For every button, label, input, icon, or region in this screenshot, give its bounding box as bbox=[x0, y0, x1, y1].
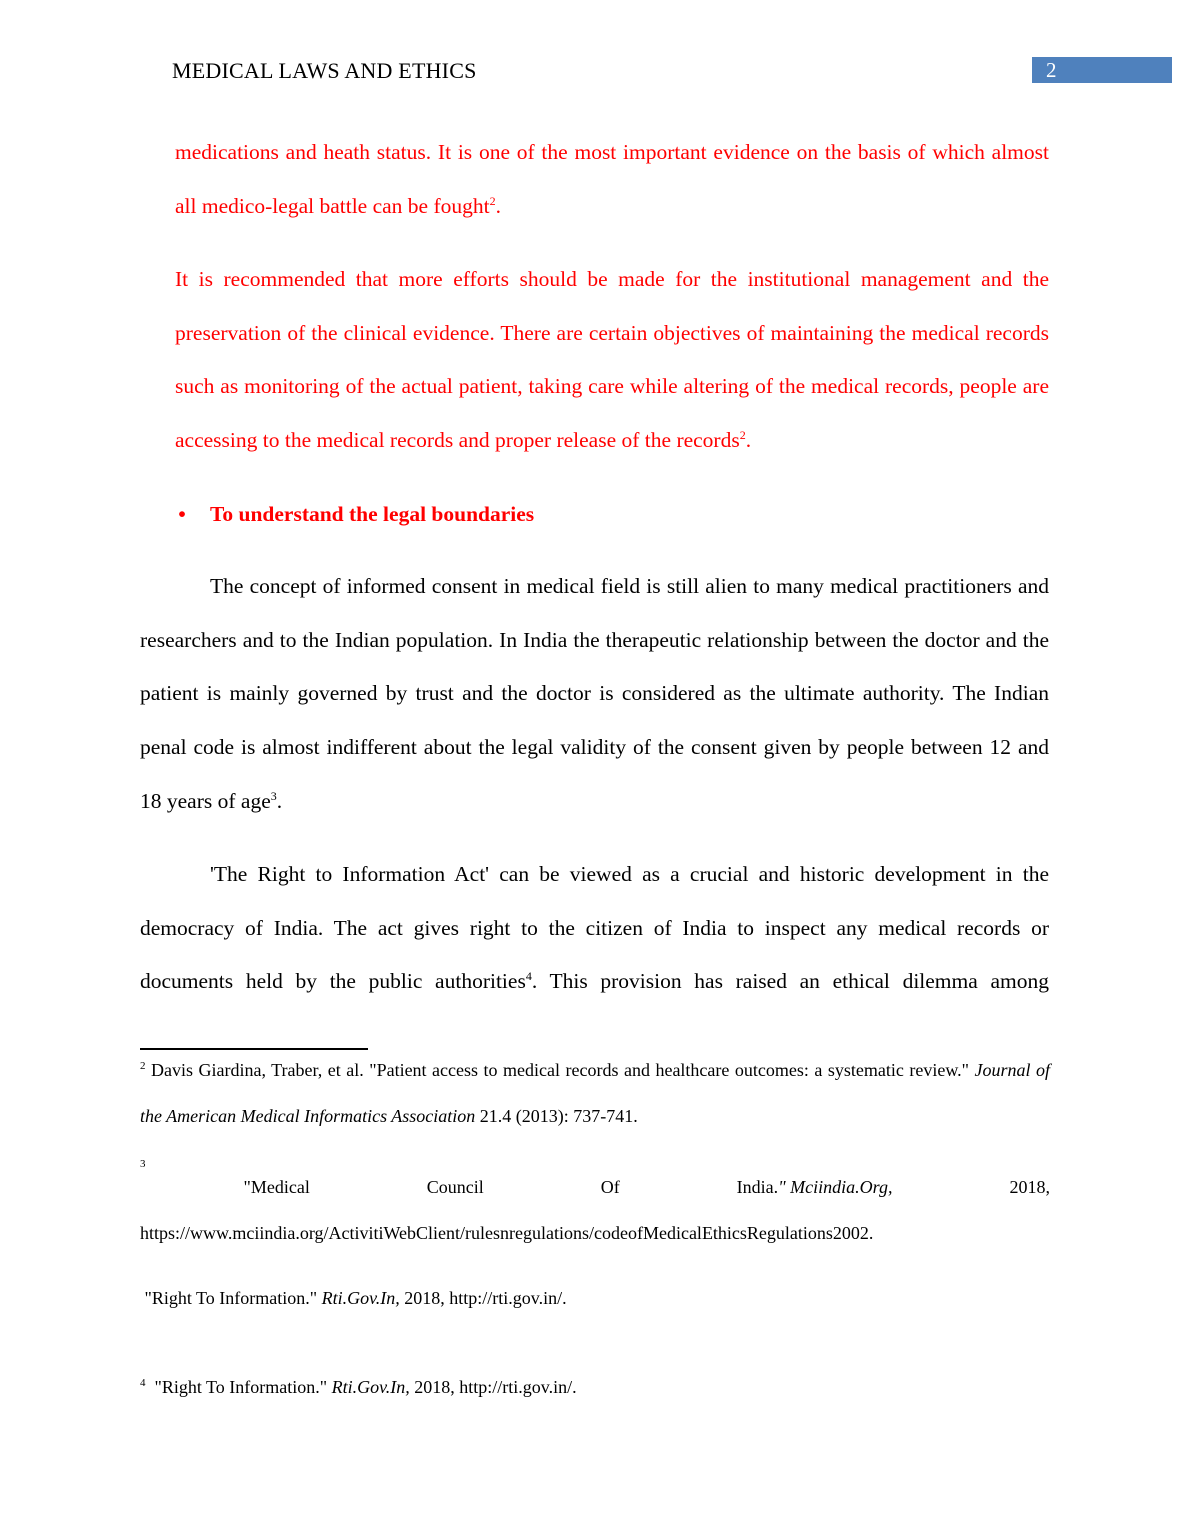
footnote-word: India. bbox=[736, 1177, 779, 1197]
citation-ref: 2 bbox=[739, 427, 746, 442]
paragraph-end: . bbox=[495, 193, 501, 218]
paragraph-text: It is recommended that more efforts should be made for the institutional management and the preservation of the clinical evidence. There are certain objectives of maintaining the medical records such as monitoring of the actual patient, taking care while altering of the medical records, people are accessing to the medical records and proper release of the records bbox=[175, 267, 1049, 453]
footnote-journal: Journal of the American Medical Informatics Association bbox=[140, 1060, 1050, 1126]
footnote-text-end: 21.4 (2013): 737-741. bbox=[475, 1106, 638, 1126]
paragraph-right-to-information bbox=[140, 848, 1049, 1009]
footnote-marker: 4 bbox=[140, 1377, 146, 1389]
footnote-text-end: 2018, http://rti.gov.in/. bbox=[409, 1377, 577, 1397]
page-number: 2 bbox=[1032, 57, 1172, 83]
footnote-text: Davis Giardina, Traber, et al. "Patient access to medical records and healthcare outcomes: a systematic review." bbox=[145, 1060, 975, 1080]
paragraph-text-continued: . This provision has raised an ethical dilemma among bbox=[531, 969, 1049, 994]
paragraph-informed-consent bbox=[140, 560, 1049, 829]
footnote-word: Of bbox=[600, 1177, 620, 1197]
footnote-word: 2018, bbox=[1009, 1177, 1050, 1197]
paragraph-text: The concept of informed consent in medical field is still alien to many medical practitioners and researchers and to the Indian population. In India the therapeutic relationship between the doctor and the patient is mainly governed by trust and the doctor is considered as the ultimate authority. The Indian penal code is almost indifferent about the legal validity of the consent given by people between 12 and 18 years of age bbox=[140, 574, 1049, 813]
bullet-heading-text: To understand the legal boundaries bbox=[210, 502, 535, 526]
footnote-text-end: 2018, http://rti.gov.in/. bbox=[399, 1288, 567, 1308]
paragraph-text: 'The Right to Information Act' can be viewed as a crucial and historic development in the democracy of India. The act gives right to the citizen of India to inspect any medical records or documents held by the public authorities bbox=[140, 862, 1049, 994]
footnote-3-url: https://www.mciindia.org/ActivitiWebClient/rulesnregulations/codeofMedicalEthicsRegulations2002. bbox=[140, 1223, 874, 1243]
footnote-text: "Right To Information." bbox=[145, 1377, 332, 1397]
footnote-marker: 2 bbox=[140, 1060, 146, 1072]
footnote-site: Rti.Gov.In, bbox=[331, 1377, 410, 1397]
paragraph-end: . bbox=[276, 788, 283, 813]
footnote-text: "Right To Information." bbox=[140, 1288, 322, 1308]
footnote-word: Council bbox=[426, 1177, 484, 1197]
bullet-icon: • bbox=[178, 502, 186, 526]
footnote-word: "Medical bbox=[243, 1177, 310, 1197]
paragraph-text: medications and heath status. It is one of the most important evidence on the basis of which almost all medico-legal battle can be fought bbox=[175, 140, 1049, 218]
paragraph-medical-records-evidence bbox=[175, 126, 1049, 233]
footnote-4 bbox=[140, 1364, 1050, 1410]
paragraph-recommendation bbox=[175, 253, 1049, 468]
footnote-source bbox=[737, 1164, 893, 1210]
citation-ref: 3 bbox=[270, 788, 277, 803]
footnote-3-lead bbox=[140, 1158, 310, 1210]
paragraph-end: . bbox=[745, 428, 752, 453]
footnote-3 bbox=[140, 1158, 1050, 1210]
citation-ref: 4 bbox=[525, 969, 532, 984]
footnote-marker: 3 bbox=[140, 1158, 146, 1170]
footnote-3-continued bbox=[140, 1275, 1050, 1321]
footnote-site: " Mciindia.Org, bbox=[778, 1177, 893, 1197]
citation-ref: 2 bbox=[489, 193, 496, 208]
footnote-site: Rti.Gov.In, bbox=[321, 1288, 400, 1308]
running-header-title: MEDICAL LAWS AND ETHICS bbox=[172, 58, 477, 83]
footnote-2 bbox=[140, 1047, 1050, 1139]
